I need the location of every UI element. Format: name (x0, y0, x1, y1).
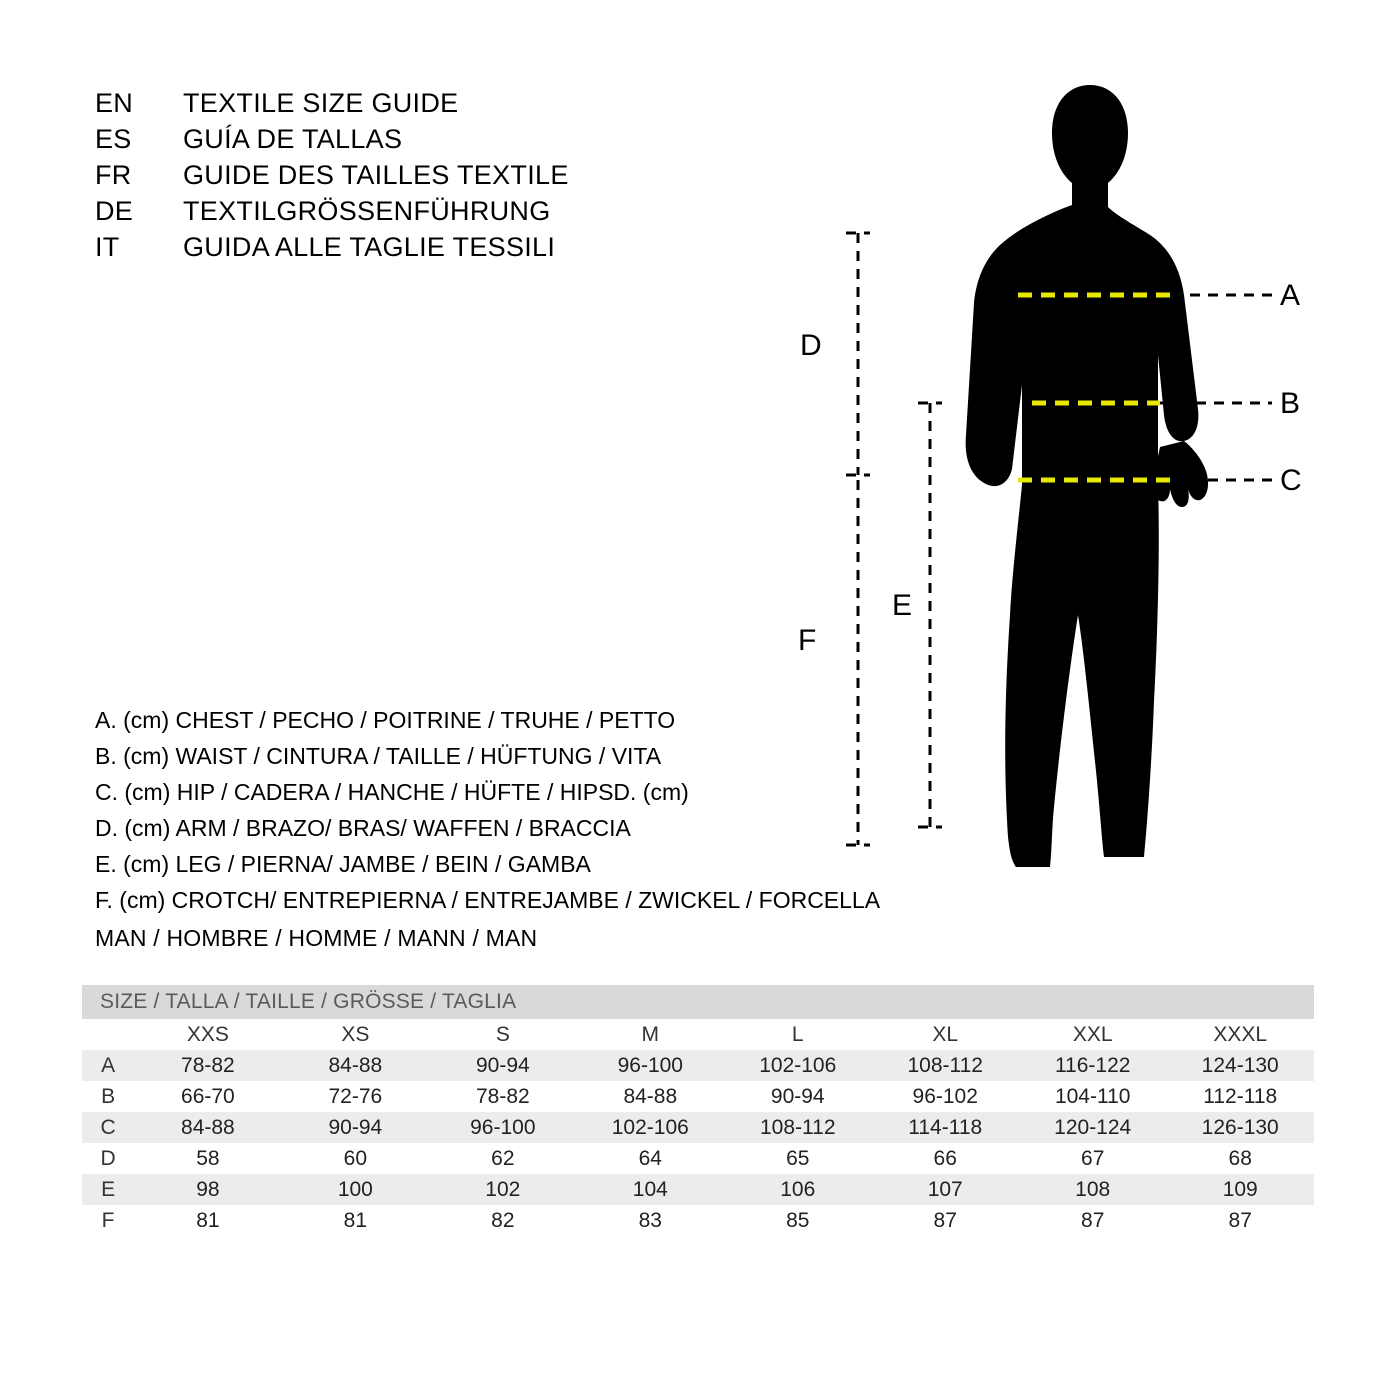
cell-d-xxl: 67 (1081, 1146, 1105, 1170)
marker-label-c: C (1280, 464, 1302, 497)
cell-c-xs: 90-94 (328, 1115, 383, 1139)
cell-e-xl: 107 (927, 1177, 963, 1201)
cell-c-xxl: 120-124 (1054, 1115, 1132, 1139)
title-lang-en: EN (95, 88, 134, 118)
cell-d-s: 62 (491, 1146, 515, 1170)
table-size-row (82, 1019, 1314, 1050)
title-row (95, 124, 715, 160)
table-header-label: SIZE / TALLA / TAILLE / GRÖSSE / TAGLIA (82, 985, 1314, 1019)
cell-f-m: 83 (638, 1208, 662, 1232)
cell-c-m: 102-106 (611, 1115, 689, 1139)
cell-a-xxxl: 124-130 (1201, 1053, 1279, 1077)
cell-d-xs: 60 (343, 1146, 368, 1170)
table-row (82, 1081, 1314, 1112)
cell-f-xxxl: 87 (1228, 1208, 1252, 1232)
title-block (95, 88, 715, 268)
cell-a-xs: 84-88 (328, 1053, 383, 1077)
title-lang-de: DE (95, 196, 134, 226)
row-label-b: B (101, 1084, 116, 1108)
cell-f-xl: 87 (933, 1208, 957, 1232)
cell-f-s: 82 (491, 1208, 515, 1232)
table-row (82, 1174, 1314, 1205)
cell-a-xxs: 78-82 (181, 1053, 235, 1077)
cell-b-xs: 72-76 (328, 1084, 383, 1108)
marker-label-e: E (892, 589, 913, 622)
cell-c-l: 108-112 (760, 1115, 836, 1139)
cell-e-xxl: 108 (1075, 1177, 1111, 1201)
title-text-it: GUIDA ALLE TAGLIE TESSILI (183, 232, 556, 262)
cell-b-s: 78-82 (475, 1084, 530, 1108)
cell-c-s: 96-100 (470, 1115, 536, 1139)
legend-item-chest: A. (cm) CHEST / PECHO / POITRINE / TRUHE / PETTO (95, 707, 676, 733)
cell-e-xs: 100 (337, 1177, 373, 1201)
row-label-a: A (101, 1053, 116, 1077)
title-text-de: TEXTILGRÖSSENFÜHRUNG (183, 196, 551, 226)
cell-d-xl: 66 (933, 1146, 957, 1170)
cell-e-xxs: 98 (196, 1177, 220, 1201)
cell-b-xl: 96-102 (912, 1084, 978, 1108)
title-text-fr: GUIDE DES TAILLES TEXTILE (183, 160, 569, 190)
cell-f-xs: 81 (343, 1208, 368, 1232)
cell-e-s: 102 (485, 1177, 521, 1201)
table-row (82, 1143, 1314, 1174)
cell-b-xxl: 104-110 (1054, 1084, 1131, 1108)
cell-b-xxxl: 112-118 (1203, 1084, 1278, 1108)
legend-item-leg: E. (cm) LEG / PIERNA/ JAMBE / BEIN / GAMBA (95, 851, 591, 877)
cell-f-l: 85 (786, 1208, 810, 1232)
man-silhouette (966, 85, 1208, 867)
body-measurement-diagram (760, 55, 1360, 955)
size-col-xxl: XXL (1072, 1022, 1113, 1046)
legend-item-crotch: F. (cm) CROTCH/ ENTREPIERNA / ENTREJAMBE / ZWICKEL / FORCELLA (95, 887, 881, 913)
cell-d-m: 64 (638, 1146, 662, 1170)
dimension-lines (846, 233, 942, 845)
cell-a-xxl: 116-122 (1054, 1053, 1131, 1077)
table-row (82, 1205, 1314, 1236)
title-row (95, 232, 715, 268)
title-text-es: GUÍA DE TALLAS (183, 124, 403, 154)
table-header-row (82, 985, 1314, 1019)
cell-b-xxs: 66-70 (181, 1084, 235, 1108)
cell-a-s: 90-94 (475, 1053, 530, 1077)
row-label-d: D (100, 1146, 116, 1170)
cell-e-m: 104 (632, 1177, 668, 1201)
row-label-c: C (100, 1115, 116, 1139)
cell-f-xxs: 81 (196, 1208, 220, 1232)
title-row (95, 160, 715, 196)
legend-item-hip: C. (cm) HIP / CADERA / HANCHE / HÜFTE / HIPSD. (cm) (95, 779, 689, 805)
cell-a-xl: 108-112 (907, 1053, 983, 1077)
cell-a-m: 96-100 (617, 1053, 683, 1077)
size-col-l: L (791, 1022, 804, 1046)
cell-b-m: 84-88 (623, 1084, 678, 1108)
title-lang-es: ES (95, 124, 132, 154)
table-row (82, 1050, 1314, 1081)
cell-d-xxxl: 68 (1228, 1146, 1252, 1170)
legend-item-waist: B. (cm) WAIST / CINTURA / TAILLE / HÜFTUNG / VITA (95, 743, 662, 769)
title-text-en: TEXTILE SIZE GUIDE (183, 88, 459, 118)
cell-e-xxxl: 109 (1222, 1177, 1258, 1201)
row-label-empty (82, 1019, 134, 1050)
title-row (95, 88, 715, 124)
measurement-legend (95, 702, 881, 918)
size-col-m: M (641, 1022, 660, 1046)
gender-label: MAN / HOMBRE / HOMME / MANN / MAN (95, 925, 538, 951)
cell-c-xl: 114-118 (908, 1115, 983, 1139)
title-row (95, 196, 715, 232)
title-lang-fr: FR (95, 160, 132, 190)
cell-c-xxs: 84-88 (181, 1115, 235, 1139)
row-label-f: F (101, 1208, 115, 1232)
row-label-e: E (101, 1177, 116, 1201)
size-col-s: S (495, 1022, 510, 1046)
size-col-xxs: XXS (186, 1022, 229, 1046)
size-col-xxxl: XXXL (1213, 1022, 1268, 1046)
table-row (82, 1112, 1314, 1143)
title-lang-it: IT (95, 232, 120, 262)
cell-a-l: 102-106 (759, 1053, 837, 1077)
marker-label-a: A (1280, 279, 1301, 312)
marker-label-b: B (1280, 387, 1301, 420)
marker-label-d: D (800, 329, 822, 362)
cell-c-xxxl: 126-130 (1201, 1115, 1279, 1139)
cell-d-l: 65 (786, 1146, 810, 1170)
cell-f-xxl: 87 (1081, 1208, 1105, 1232)
cell-d-xxs: 58 (196, 1146, 220, 1170)
cell-e-l: 106 (780, 1177, 816, 1201)
size-col-xs: XS (341, 1022, 370, 1046)
marker-label-f: F (798, 624, 817, 657)
cell-b-l: 90-94 (770, 1084, 825, 1108)
legend-item-arm: D. (cm) ARM / BRAZO/ BRAS/ WAFFEN / BRACCIA (95, 815, 631, 841)
size-table (82, 985, 1314, 1236)
size-col-xl: XL (932, 1022, 959, 1046)
